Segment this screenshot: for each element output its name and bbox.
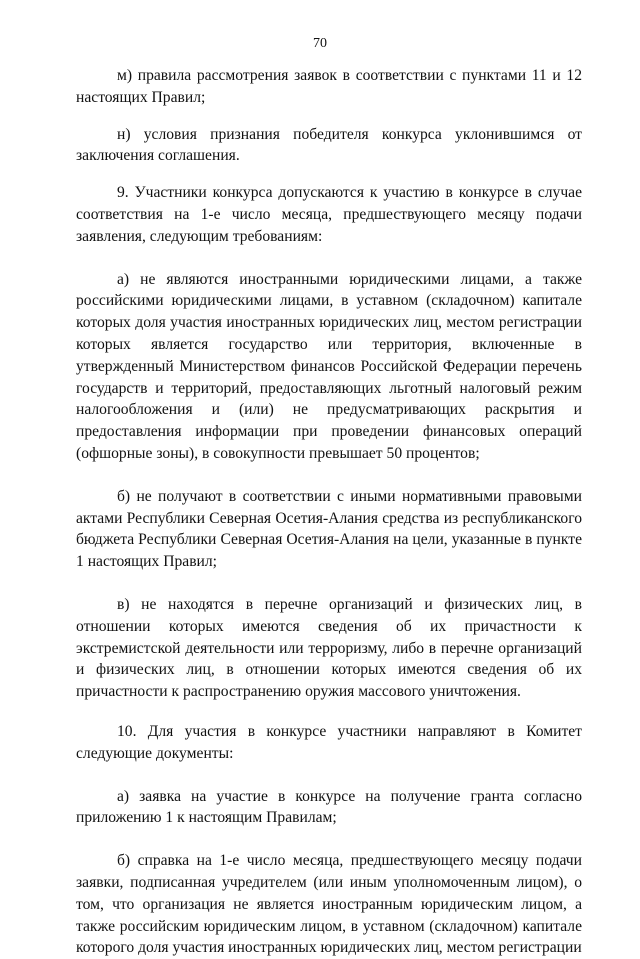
paragraph-section-9: 9. Участники конкурса допускаются к участию в конкурсе в случае соответствия на 1-е число месяца, предшествующего месяцу подачи заявления, следующим требованиям:	[76, 184, 582, 245]
paragraph-document-a: а) заявка на участие в конкурсе на получение гранта согласно приложению 1 к настоящим Правилам;	[76, 787, 582, 827]
paragraph-item-m: м) правила рассмотрения заявок в соответствии с пунктами 11 и 12 настоящих Правил;	[76, 67, 582, 106]
paragraph-item-n: н) условия признания победителя конкурса уклонившимся от заключения соглашения.	[76, 125, 582, 165]
page-number: 70	[313, 36, 327, 51]
paragraph-requirement-a: а) не являются иностранными юридическими лицами, а также российскими юридическими лицами, в уставном (складочном) капитале которых доля участия иностранных юридических лиц, местом регистрации которых является государство или территория, включенные в утвержденный Министерством финансов Российской Федерации перечень государств и территорий, предоставляющих льготный налоговый режим налогообложения и (или) не предусматривающих раскрытия и предоставления информации при проведении финансовых операций (офшорные зоны), в совокупности превышает 50 процентов;	[76, 270, 582, 462]
paragraph-section-10: 10. Для участия в конкурсе участники направляют в Комитет следующие документы:	[76, 722, 582, 762]
paragraph-requirement-b: б) не получают в соответствии с иными нормативными правовыми актами Республики Северная Осетия-Алания средства из республиканского бюджета Республики Северная Осетия-Алания на цели, указанные в пункте 1 настоящих Правил;	[76, 487, 582, 571]
paragraph-requirement-v: в) не находятся в перечне организаций и физических лиц, в отношении которых имеются сведения об их причастности к экстремистской деятельности или терроризму, либо в перечне организаций и физических лиц, в отношении которых имеются сведения об их причастности к распространению оружия массового уничтожения.	[76, 595, 582, 701]
paragraph-document-b: б) справка на 1-е число месяца, предшествующего месяцу подачи заявки, подписанная учредителем (или иным уполномоченным лицом), о том, что организация не является иностранным юридическим лицом, а также российским юридическим лицом, в уставном (складочном) капитале которого доля участия иностранных юридических лиц, местом регистрации	[76, 852, 582, 957]
document-body	[76, 65, 582, 959]
